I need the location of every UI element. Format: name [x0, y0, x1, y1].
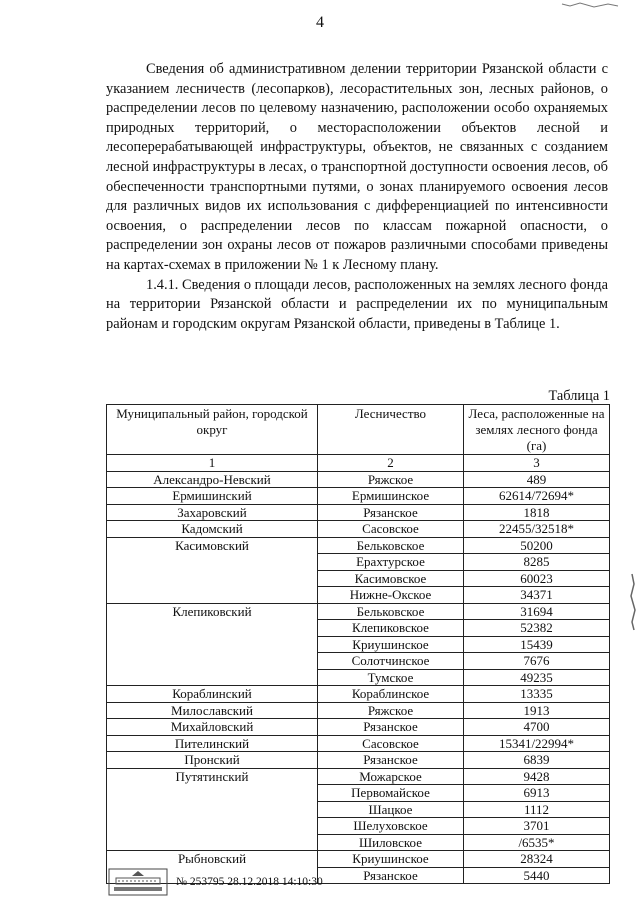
district-cell: Кадомский — [107, 521, 318, 538]
forestry-cell: Ряжское — [318, 702, 464, 719]
table-row — [107, 537, 610, 554]
area-cell: 1818 — [464, 504, 610, 521]
area-cell: 22455/32518* — [464, 521, 610, 538]
forestry-cell: Клепиковское — [318, 620, 464, 637]
page-number: 4 — [316, 14, 324, 31]
forest-area-table — [106, 404, 610, 884]
forestry-cell: Кораблинское — [318, 686, 464, 703]
forestry-cell: Криушинское — [318, 636, 464, 653]
forestry-cell: Бельковское — [318, 537, 464, 554]
forestry-cell: Криушинское — [318, 851, 464, 868]
area-cell: 31694 — [464, 603, 610, 620]
area-cell: 5440 — [464, 867, 610, 884]
forestry-cell: Ряжское — [318, 471, 464, 488]
forestry-cell: Шацкое — [318, 801, 464, 818]
district-cell: Клепиковский — [107, 603, 318, 686]
forestry-cell: Бельковское — [318, 603, 464, 620]
district-cell: Ермишинский — [107, 488, 318, 505]
document-number: № 253795 28.12.2018 14:10:30 — [176, 876, 323, 888]
area-cell: 1112 — [464, 801, 610, 818]
area-cell: 52382 — [464, 620, 610, 637]
column-number-2: 2 — [318, 455, 464, 472]
district-cell: Захаровский — [107, 504, 318, 521]
area-cell: 50200 — [464, 537, 610, 554]
intro-paragraph-2: 1.4.1. Сведения о площади лесов, расположенных на землях лесного фонда на территории Рязанской области и распределении их по муниципальным районам и городским округам Рязанской области, приведены в Таблице 1. — [106, 276, 608, 332]
area-cell: 9428 — [464, 768, 610, 785]
column-number-1: 1 — [107, 455, 318, 472]
district-cell: Касимовский — [107, 537, 318, 603]
forestry-cell: Сасовское — [318, 735, 464, 752]
district-cell: Кораблинский — [107, 686, 318, 703]
forestry-cell: Шиловское — [318, 834, 464, 851]
forestry-cell: Шелуховское — [318, 818, 464, 835]
forestry-cell: Рязанское — [318, 719, 464, 736]
table-row — [107, 686, 610, 703]
table-row — [107, 702, 610, 719]
scan-artifact-top-right — [560, 0, 620, 10]
area-cell: 1913 — [464, 702, 610, 719]
district-cell: Александро-Невский — [107, 471, 318, 488]
scan-artifact-right-edge — [628, 572, 638, 632]
district-cell: Милославский — [107, 702, 318, 719]
table-row — [107, 735, 610, 752]
column-number-3: 3 — [464, 455, 610, 472]
intro-paragraph-1: Сведения об административном делении территории Рязанской области с указанием лесничеств (лесопарков), лесорастительных зон, лесных районов, о распределении лесов по целевому назначению, расположении особо охраняемых природных территорий, о месторасположении объектов лесной и лесоперерабатывающей инфраструктуры, объектов, не связанных с созданием лесной инфраструктуры в лесах, о транспортной доступности освоения лесов, об обеспеченности транспортными путями, о зонах планируемого освоения лесов для различных видов их использования с дифференциацией по интенсивности освоения, о распределении лесов по классам пожарной опасности, о распределении зон охраны лесов от пожаров различными способами приведены на картах-схемах в приложении № 1 к Лесному плану. — [106, 61, 608, 273]
area-cell: /6535* — [464, 834, 610, 851]
column-number-row — [107, 455, 610, 472]
forestry-cell: Касимовское — [318, 570, 464, 587]
table-row — [107, 719, 610, 736]
forestry-cell: Ерахтурское — [318, 554, 464, 571]
district-cell: Путятинский — [107, 768, 318, 851]
area-cell: 62614/72694* — [464, 488, 610, 505]
table-row — [107, 521, 610, 538]
table-row — [107, 752, 610, 769]
area-cell: 6913 — [464, 785, 610, 802]
forestry-cell: Рязанское — [318, 504, 464, 521]
forestry-cell: Солотчинское — [318, 653, 464, 670]
forestry-cell: Можарское — [318, 768, 464, 785]
area-cell: 15439 — [464, 636, 610, 653]
district-cell: Михайловский — [107, 719, 318, 736]
table-row — [107, 768, 610, 785]
area-cell: 15341/22994* — [464, 735, 610, 752]
table-row — [107, 471, 610, 488]
forestry-cell: Ермишинское — [318, 488, 464, 505]
table-row — [107, 488, 610, 505]
intro-text — [106, 60, 608, 334]
table-row — [107, 603, 610, 620]
district-cell: Рыбновский — [107, 851, 318, 884]
forestry-cell: Сасовское — [318, 521, 464, 538]
header-forestry: Лесничество — [318, 405, 464, 455]
forestry-cell: Рязанское — [318, 867, 464, 884]
table-row — [107, 504, 610, 521]
table-caption: Таблица 1 — [548, 388, 610, 404]
header-area: Леса, расположенные на землях лесного фонда (га) — [464, 405, 610, 455]
area-cell: 49235 — [464, 669, 610, 686]
forestry-cell: Тумское — [318, 669, 464, 686]
footer — [108, 867, 323, 897]
district-cell: Пителинский — [107, 735, 318, 752]
table-body — [107, 471, 610, 884]
area-cell: 7676 — [464, 653, 610, 670]
header-district: Муниципальный район, городской округ — [107, 405, 318, 455]
area-cell: 3701 — [464, 818, 610, 835]
area-cell: 60023 — [464, 570, 610, 587]
area-cell: 34371 — [464, 587, 610, 604]
forestry-cell: Нижне-Окское — [318, 587, 464, 604]
area-cell: 28324 — [464, 851, 610, 868]
table-row — [107, 851, 610, 868]
forestry-cell: Первомайское — [318, 785, 464, 802]
area-cell: 489 — [464, 471, 610, 488]
forestry-cell: Рязанское — [318, 752, 464, 769]
area-cell: 4700 — [464, 719, 610, 736]
table-header-row — [107, 405, 610, 455]
area-cell: 8285 — [464, 554, 610, 571]
registry-stamp-icon — [108, 868, 168, 896]
district-cell: Пронский — [107, 752, 318, 769]
area-cell: 13335 — [464, 686, 610, 703]
area-cell: 6839 — [464, 752, 610, 769]
